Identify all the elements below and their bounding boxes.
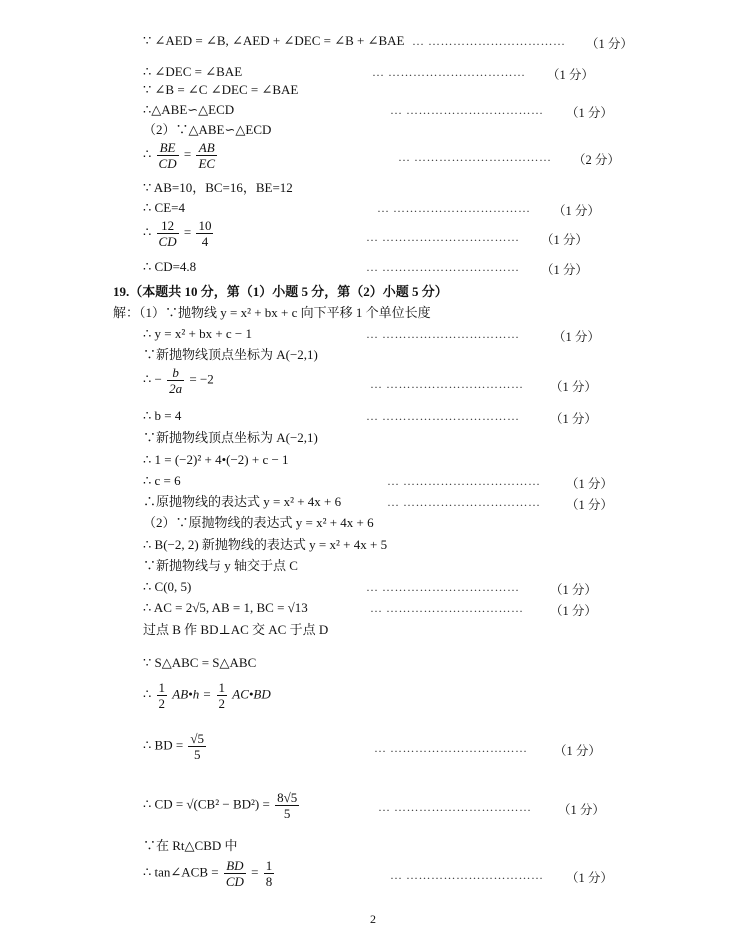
dot-leader: … ……………………………: [366, 230, 520, 244]
score-mark: （1 分）: [547, 68, 594, 82]
numerator: 1: [158, 680, 166, 695]
dot-leader: … ……………………………: [366, 409, 520, 423]
line-23: 过点 B 作 BD⊥AC 交 AC 于点 D: [143, 622, 329, 637]
denominator: 2a: [169, 381, 183, 396]
score-mark: （1 分）: [550, 412, 597, 426]
line-13: ∴ b = 4: [143, 408, 182, 423]
score-mark: （1 分）: [553, 204, 600, 218]
score-mark: （1 分）: [550, 604, 597, 618]
denominator: 5: [193, 747, 201, 762]
dot-leader: … ……………………………: [387, 495, 541, 509]
numerator: 1: [218, 680, 225, 695]
fraction-area-equation: ∴ $\frac{1}{2}$ AB•h = $\frac{1}{2}$ AC•BD: [143, 680, 271, 711]
line-3: ∵ ∠B = ∠C ∠DEC = ∠BAE: [143, 82, 299, 97]
line-4: ∴△ABE∽△ECD: [143, 102, 235, 117]
line-16: ∴ c = 6: [143, 473, 181, 488]
denominator: CD: [158, 234, 177, 249]
line-7: ∴ CE=4: [143, 200, 185, 215]
numerator: b: [167, 365, 184, 381]
fraction-12-cd: ∴ $\frac{12}{CD}$ = $\frac{10}{4}$: [143, 218, 212, 249]
numerator: 10: [198, 218, 212, 233]
score-mark: （1 分）: [566, 871, 613, 885]
line-19: ∴ B(−2, 2) 新抛物线的表达式 y = x² + 4x + 5: [143, 537, 388, 552]
dot-leader: … ……………………………: [370, 377, 524, 391]
fraction-be-cd: ∴ $\frac{BE}{CD}$ = $\frac{AB}{EC}$: [143, 140, 216, 171]
dot-leader: … ……………………………: [370, 601, 524, 615]
numerator: BD: [224, 858, 246, 874]
fraction-minus-b-2a: ∴ − $\frac{b}{2a}$ = −2: [143, 365, 214, 396]
line-8: ∴ CD=4.8: [143, 259, 197, 274]
line-22: ∴ AC = 2√5, AB = 1, BC = √13: [143, 600, 308, 615]
fraction-tan: ∴ tan∠ACB = $\frac{BD}{CD}$ = $\frac{1}{8}$: [143, 858, 273, 889]
score-mark: （1 分）: [566, 477, 613, 491]
denominator: CD: [158, 156, 177, 171]
fraction-bd: ∴ BD = $\frac{√5}{5}$: [143, 731, 205, 762]
line-20: ∵新抛物线与 y 轴交于点 C: [143, 558, 298, 573]
numerator: AB: [196, 140, 217, 156]
dot-leader: … ……………………………: [366, 580, 520, 594]
denominator: 2: [158, 696, 166, 711]
line-5: （2）∵△ABE∽△ECD: [143, 122, 272, 137]
denominator: 2: [218, 696, 225, 711]
dot-leader: … ……………………………: [378, 800, 532, 814]
score-mark: （1 分）: [553, 330, 600, 344]
numerator: √5: [190, 731, 205, 746]
dot-leader: … ……………………………: [366, 260, 520, 274]
score-mark: （1 分）: [541, 233, 588, 247]
fraction-cd: ∴ CD = √(CB² − BD²) = $\frac{8√5}{5}$: [143, 790, 298, 821]
denominator: 8: [265, 874, 273, 889]
dot-leader: … ……………………………: [366, 327, 520, 341]
problem-19-heading: 19.（本题共 10 分，第（1）小题 5 分，第（2）小题 5 分）: [113, 284, 448, 299]
score-mark: （1 分）: [550, 380, 597, 394]
denominator: EC: [198, 156, 216, 171]
line-25: ∵在 Rt△CBD 中: [143, 838, 238, 853]
denominator: 4: [201, 234, 209, 249]
dot-leader: … ……………………………: [412, 34, 566, 48]
line-10: 解：（1）∵抛物线 y = x² + bx + c 向下平移 1 个单位长度: [113, 305, 431, 320]
dot-leader: … ……………………………: [372, 65, 526, 79]
numerator: BE: [157, 140, 179, 156]
line-14: ∵新抛物线顶点坐标为 A(−2,1): [143, 430, 318, 445]
line-17: ∴原抛物线的表达式 y = x² + 4x + 6: [143, 494, 342, 509]
score-mark: （1 分）: [554, 744, 601, 758]
score-mark: （1 分）: [586, 37, 633, 51]
dot-leader: … ……………………………: [390, 868, 544, 882]
line-1: ∵ ∠AED = ∠B, ∠AED + ∠DEC = ∠B + ∠BAE: [143, 33, 405, 48]
denominator: 5: [283, 806, 291, 821]
dot-leader: … ……………………………: [398, 150, 552, 164]
denominator: CD: [225, 874, 244, 889]
dot-leader: … ……………………………: [377, 201, 531, 215]
score-mark: （1 分）: [566, 106, 613, 120]
score-mark: （2 分）: [573, 153, 620, 167]
line-11: ∴ y = x² + bx + c − 1: [143, 326, 253, 341]
numerator: 8√5: [277, 790, 298, 805]
line-15: ∴ 1 = (−2)² + 4•(−2) + c − 1: [143, 452, 289, 467]
numerator: 1: [265, 858, 273, 873]
dot-leader: … ……………………………: [374, 741, 528, 755]
line-6: ∵ AB=10，BC=16，BE=12: [143, 180, 293, 195]
line-24: ∵ S△ABC = S△ABC: [143, 655, 257, 670]
line-18: （2）∵原抛物线的表达式 y = x² + 4x + 6: [143, 515, 374, 530]
line-2: ∴ ∠DEC = ∠BAE: [143, 64, 243, 79]
line-12: ∵新抛物线顶点坐标为 A(−2,1): [143, 347, 318, 362]
score-mark: （1 分）: [566, 498, 613, 512]
line-21: ∴ C(0, 5): [143, 579, 192, 594]
score-mark: （1 分）: [558, 803, 605, 817]
dot-leader: … ……………………………: [387, 474, 541, 488]
score-mark: （1 分）: [550, 583, 597, 597]
dot-leader: … ……………………………: [390, 103, 544, 117]
score-mark: （1 分）: [541, 263, 588, 277]
numerator: 12: [157, 218, 179, 234]
page-number: 2: [370, 912, 376, 926]
